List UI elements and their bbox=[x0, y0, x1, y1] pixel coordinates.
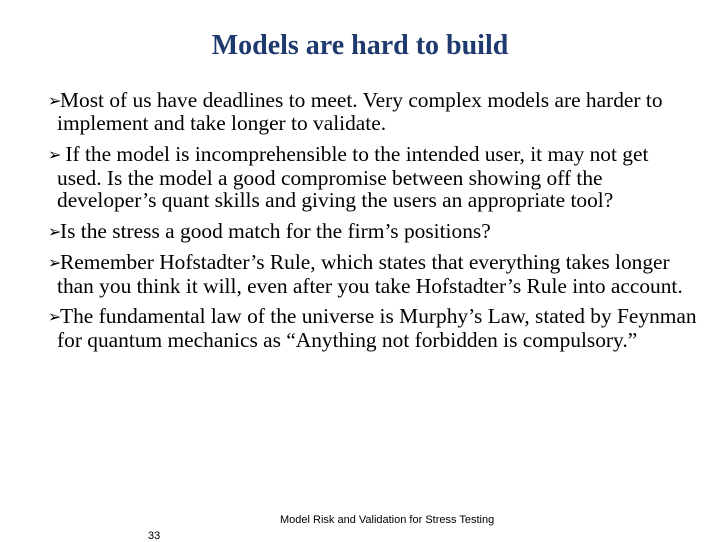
page-number: 33 bbox=[148, 530, 161, 542]
slide-title: Models are hard to build bbox=[211, 30, 509, 61]
bullet-item bbox=[48, 89, 698, 135]
bullet-list bbox=[48, 89, 698, 360]
arrow-bullet-icon: ➢ bbox=[48, 253, 60, 273]
bullet-item bbox=[48, 220, 698, 243]
bullet-text: Is the stress a good match for the firm’s positions? bbox=[60, 218, 491, 243]
arrow-bullet-icon: ➢ bbox=[48, 91, 60, 110]
arrow-bullet-icon: ➢ bbox=[48, 307, 60, 327]
arrow-bullet-icon: ➢ bbox=[48, 145, 60, 165]
bullet-text: The fundamental law of the universe is Murphy’s Law, stated by Feynman for quantum mechanics as “Anything not forbidden is compulsory.” bbox=[57, 304, 697, 352]
footer-text: Model Risk and Validation for Stress Testing bbox=[280, 514, 495, 526]
bullet-item bbox=[48, 251, 698, 297]
bullet-text: Remember Hofstadter’s Rule, which states that everything takes longer than you think it will, even after you take Hofstadter’s Rule into account. bbox=[57, 250, 683, 298]
arrow-bullet-icon: ➢ bbox=[48, 221, 60, 241]
bullet-item bbox=[48, 305, 698, 351]
bullet-item bbox=[48, 143, 698, 211]
bullet-text: Most of us have deadlines to meet. Very complex models are harder to implement and take longer to validate. bbox=[57, 88, 663, 136]
bullet-text: If the model is incomprehensible to the intended user, it may not get used. Is the model a good compromise between showing off the developer’s quant skills and giving the users an appropriate tool? bbox=[57, 142, 649, 212]
